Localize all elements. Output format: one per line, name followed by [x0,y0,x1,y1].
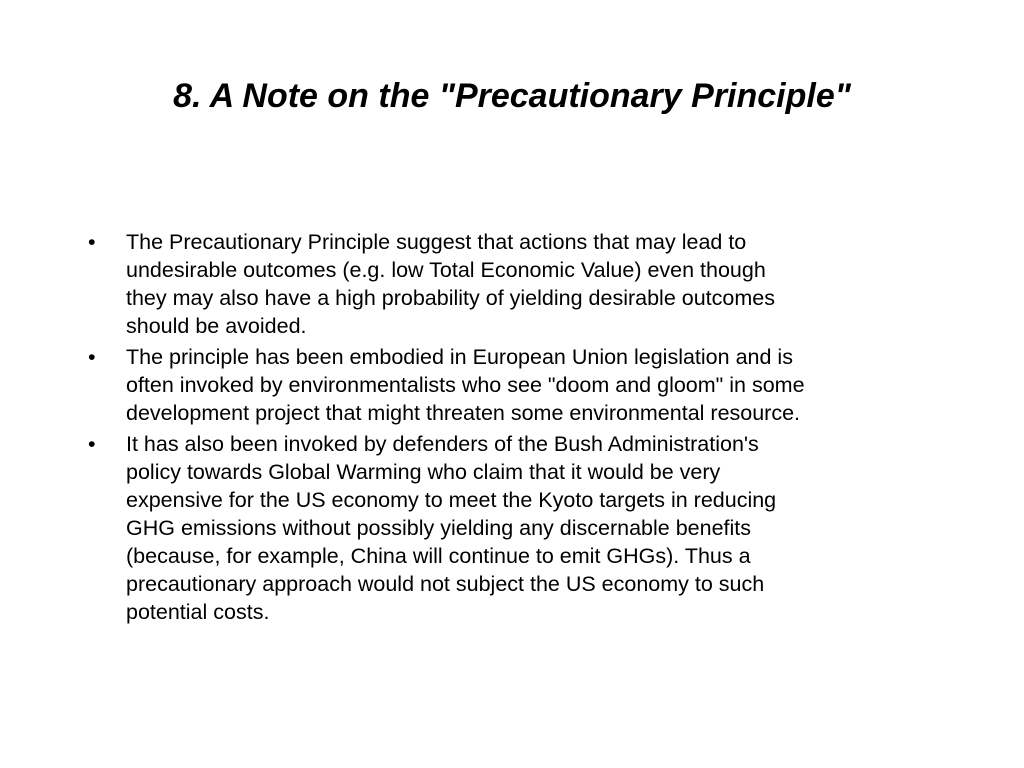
bullet-item-1 [88,228,948,340]
bullet-line: The principle has been embodied in European Union legislation and is [126,345,793,369]
bullet-icon: • [88,345,96,369]
bullet-line: (because, for example, China will continue to emit GHGs). Thus a [126,544,751,568]
bullet-icon: • [88,432,96,456]
bullet-text [126,430,948,626]
bullet-line: should be avoided. [126,314,307,338]
bullet-line: often invoked by environmentalists who see "doom and gloom" in some [126,373,805,397]
bullet-text [126,228,948,340]
bullet-line: expensive for the US economy to meet the Kyoto targets in reducing [126,488,777,512]
bullet-line: The Precautionary Principle suggest that actions that may lead to [126,230,747,254]
bullet-list [88,228,948,629]
bullet-line: policy towards Global Warming who claim that it would be very [126,460,721,484]
bullet-item-2 [88,343,948,427]
bullet-line: It has also been invoked by defenders of the Bush Administration's [126,432,759,456]
bullet-line: precautionary approach would not subject the US economy to such [126,572,765,596]
bullet-line: GHG emissions without possibly yielding any discernable benefits [126,516,752,540]
bullet-item-3 [88,430,948,626]
bullet-text [126,343,948,427]
bullet-line: they may also have a high probability of yielding desirable outcomes [126,286,775,310]
bullet-icon: • [88,230,96,254]
bullet-line: development project that might threaten some environmental resource. [126,401,801,425]
bullet-line: potential costs. [126,600,270,624]
bullet-line: undesirable outcomes (e.g. low Total Economic Value) even though [126,258,766,282]
slide-title: 8. A Note on the "Precautionary Principle" [173,77,851,115]
